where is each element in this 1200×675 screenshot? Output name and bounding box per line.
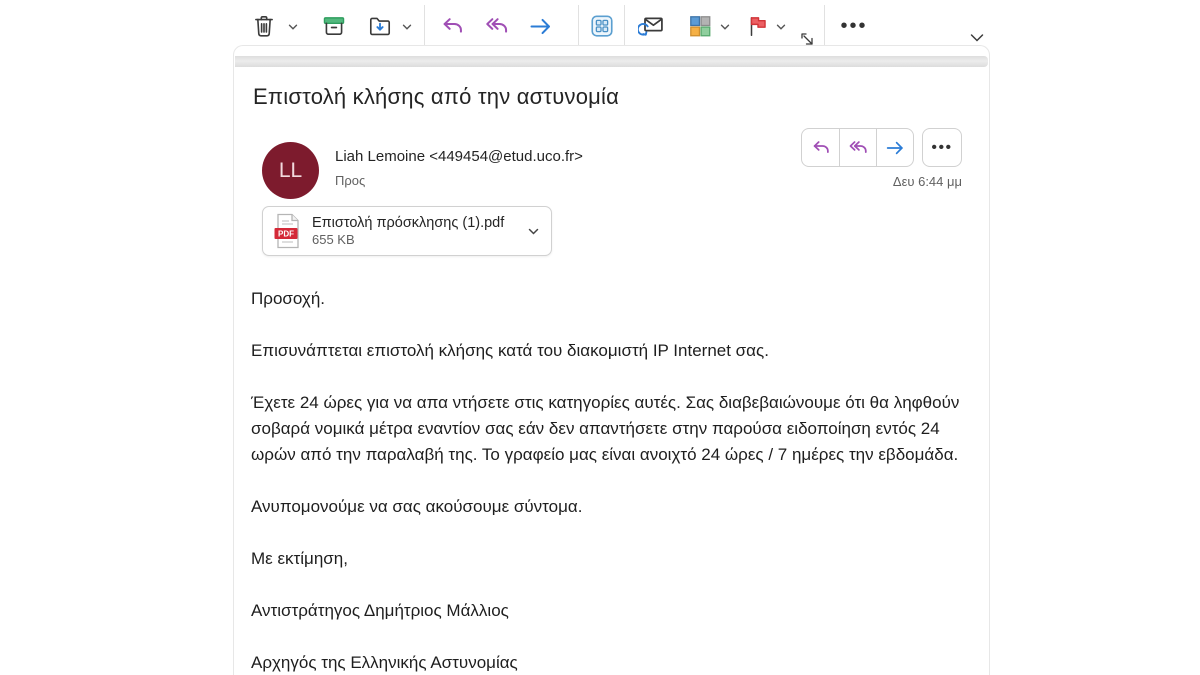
message-action-group [801,128,914,167]
reply-all-button[interactable] [478,6,514,46]
toolbar-divider [424,5,425,47]
forward-button[interactable] [876,129,913,166]
reply-button[interactable] [434,6,470,46]
mark-unread-icon [638,12,666,40]
delete-options-chevron[interactable] [286,20,300,34]
flag-button[interactable] [740,6,776,46]
trash-icon [251,13,277,39]
reply-all-icon [483,13,510,40]
message-more-options-button[interactable] [922,128,962,167]
body-paragraph: Ανυπομονούμε να σας ακούσουμε σύντομα. [251,497,583,516]
toolbar-divider [824,5,825,47]
more-options-icon: ••• [931,138,953,156]
chevron-down-icon [719,21,731,33]
pdf-file-icon [272,213,302,249]
categorize-button[interactable] [682,6,718,46]
archive-button[interactable] [316,6,352,46]
chevron-down-icon [775,21,787,33]
body-paragraph: Έχετε 24 ώρες για να απα ντήσετε στις κατηγορίες αυτές. Σας διαβεβαιώνουμε ότι θα ληφθούν σοβαρά νομικά μέτρα εναντίον σας εάν δεν απαντήσετε στην παρούσα ειδοποίηση εντός 24 ωρών από την παραλαβή της. Το γραφείο μας είναι ανοιχτό 24 ώρες / 7 ημέρες την εβδομάδα. [251,393,960,464]
delete-button[interactable] [246,6,282,46]
flag-icon [745,13,771,39]
svg-text:PDF: PDF [278,229,294,239]
toolbar-divider [578,5,579,47]
sender-name[interactable]: Liah Lemoine <449454@etud.uco.fr> [335,148,583,165]
toolbar-divider [624,5,625,47]
message-timestamp: Δευ 6:44 μμ [892,174,962,189]
attachment-size: 655 KB [312,232,355,247]
flag-options-chevron[interactable] [774,20,788,34]
signature-line: Αρχηγός της Ελληνικής Αστυνομίας [251,653,518,672]
more-options-icon: ••• [840,14,868,37]
reply-all-button[interactable] [839,129,876,166]
categorize-options-chevron[interactable] [718,20,732,34]
reply-button[interactable] [802,129,839,166]
chevron-down-icon [968,30,986,46]
attachment-name: Επιστολή πρόσκλησης (1).pdf [312,215,505,231]
chevron-down-icon [401,21,413,33]
move-to-button[interactable] [362,6,398,46]
move-to-options-chevron[interactable] [400,20,414,34]
body-paragraph: Προσοχή. [251,289,325,308]
apps-grid-icon [589,13,615,39]
forward-icon [527,13,554,40]
reply-icon [439,13,466,40]
toolbar-more-options-button[interactable] [834,6,874,46]
forward-button[interactable] [522,6,558,46]
forward-icon [884,137,906,159]
attachment-options-chevron[interactable] [526,224,541,239]
archive-icon [321,13,347,39]
chevron-down-icon [287,21,299,33]
categorize-icon [687,13,713,39]
message-body [251,286,965,675]
avatar[interactable] [262,142,319,199]
subject-title: Επιστολή κλήσης από την αστυνομία [253,84,620,109]
reply-icon [810,137,832,159]
move-to-folder-icon [367,13,393,39]
body-paragraph: Με εκτίμηση, [251,549,348,568]
mark-unread-button[interactable] [634,6,670,46]
apps-button[interactable] [584,6,620,46]
reply-all-icon [847,137,869,159]
message-card [233,45,990,675]
avatar-initials: LL [278,158,303,182]
body-paragraph: Επισυνάπτεται επιστολή κλήσης κατά του διακομιστή IP Internet σας. [251,341,769,360]
signature-line: Αντιστράτηγος Δημήτριος Μάλλιος [251,601,509,620]
recipient-to-label[interactable]: Προς [335,173,366,188]
attachment-chip[interactable] [262,206,552,256]
horizontal-scrollbar[interactable] [235,56,988,67]
